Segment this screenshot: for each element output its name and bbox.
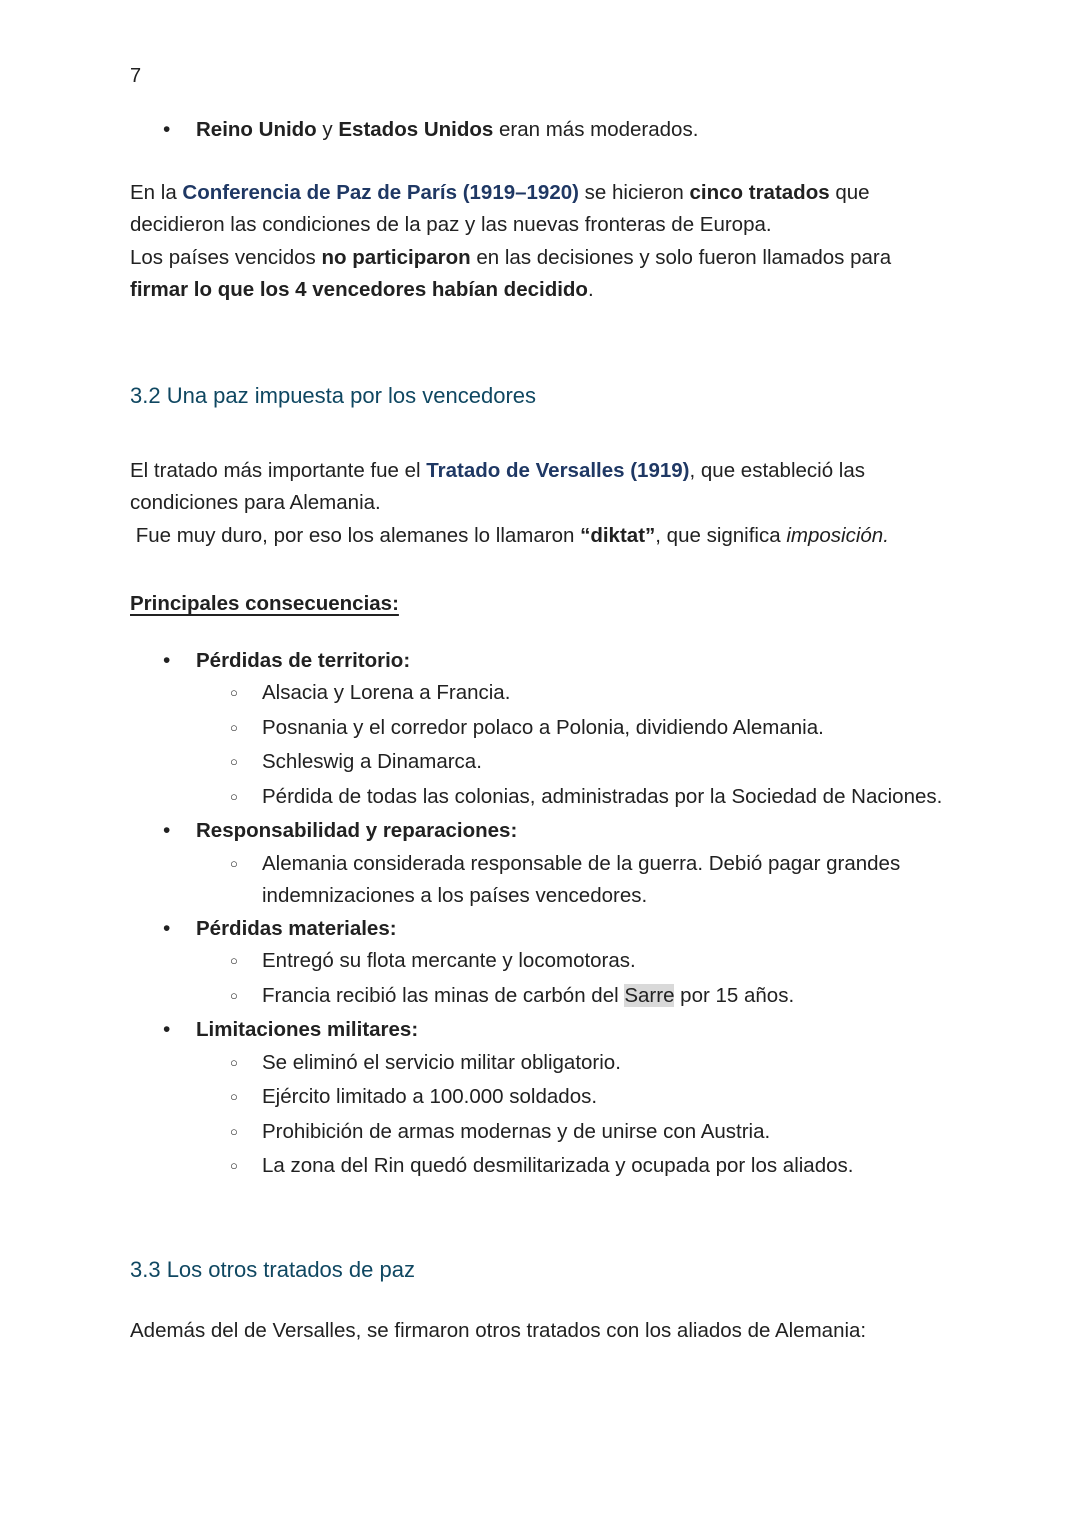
- sub-list-item-text: La zona del Rin quedó desmilitarizada y ocupada por los aliados.: [262, 1154, 854, 1177]
- bullet-icon: [163, 114, 196, 147]
- bullet-icon: [163, 815, 196, 913]
- circle-bullet-icon: [230, 945, 262, 980]
- list-item-title: Limitaciones militares:: [196, 1018, 419, 1041]
- sub-list-item-text: Alsacia y Lorena a Francia.: [262, 681, 511, 704]
- paragraph-versalles: El tratado más importante fue el Tratado de Versalles (1919), que estableció las condiciones para Alemania.: [130, 458, 866, 514]
- list-item-title: Responsabilidad y reparaciones:: [196, 819, 518, 842]
- sub-list-item: [196, 945, 950, 980]
- sub-list-item-text: Pérdida de todas las colonias, administradas por la Sociedad de Naciones.: [262, 784, 943, 808]
- list-item-title: Pérdidas de territorio:: [196, 648, 411, 672]
- sub-list-item: [196, 1081, 950, 1116]
- circle-bullet-icon: [230, 1116, 262, 1151]
- circle-bullet-icon: [230, 677, 262, 712]
- paragraph-diktat: Fue muy duro, por eso los alemanes lo llamaron “diktat”, que significa imposición.: [130, 523, 889, 547]
- list-item-material-losses: [130, 913, 950, 1015]
- sub-list-item: [196, 848, 950, 913]
- circle-bullet-icon: [230, 1047, 262, 1082]
- circle-bullet-icon: [230, 746, 262, 781]
- sub-list-item: [196, 677, 950, 712]
- sub-list-item: [196, 980, 950, 1015]
- consequences-label: [130, 588, 950, 621]
- paragraph-conference: En la Conferencia de Paz de París (1919–1920) se hicieron cinco tratados que decidieron las condiciones de la paz y las nuevas fronteras de Europa.: [130, 180, 870, 236]
- sub-list-item: [196, 1150, 950, 1185]
- sub-list-item-text: Francia recibió las minas de carbón del Sarre por 15 años.: [262, 983, 795, 1007]
- bullet-icon: [163, 913, 196, 1015]
- circle-bullet-icon: [230, 1150, 262, 1185]
- sub-list-item-text: Alemania considerada responsable de la guerra. Debió pagar grandes indemnizaciones a los países vencedores.: [262, 851, 901, 907]
- sub-list-item-text: Schleswig a Dinamarca.: [262, 750, 482, 773]
- section-heading-3-2: 3.2 Una paz impuesta por los vencedores: [130, 382, 537, 408]
- consequences-list: [130, 645, 950, 1185]
- sub-list-item: [196, 1116, 950, 1151]
- sub-list-item: [196, 781, 950, 816]
- sub-list-item: [196, 746, 950, 781]
- list-item-text: Reino Unido y Estados Unidos eran más moderados.: [196, 118, 699, 141]
- list-item-military-limits: [130, 1014, 950, 1185]
- circle-bullet-icon: [230, 848, 262, 913]
- circle-bullet-icon: [230, 712, 262, 747]
- sub-list-item: [196, 712, 950, 747]
- sub-list-item-text: Entregó su flota mercante y locomotoras.: [262, 949, 636, 972]
- sub-list-item-text: Prohibición de armas modernas y de unirse con Austria.: [262, 1119, 771, 1143]
- paragraph-defeated: Los países vencidos no participaron en las decisiones y solo fueron llamados para firmar lo que los 4 vencedores habían decidido.: [130, 245, 892, 301]
- circle-bullet-icon: [230, 980, 262, 1015]
- list-item-moderates: [130, 114, 950, 147]
- circle-bullet-icon: [230, 781, 262, 816]
- section-heading-3-3: 3.3 Los otros tratados de paz: [130, 1256, 415, 1282]
- page-number: 7: [130, 65, 142, 87]
- consequences-label-text: Principales consecuencias:: [130, 592, 399, 615]
- list-item-title: Pérdidas materiales:: [196, 916, 397, 940]
- list-item-responsibility: [130, 815, 950, 913]
- list-item-territory: [130, 645, 950, 816]
- bullet-icon: [163, 1014, 196, 1185]
- sub-list-item-text: Posnania y el corredor polaco a Polonia, dividiendo Alemania.: [262, 715, 824, 739]
- sub-list-item: [196, 1047, 950, 1082]
- paragraph-other-treaties: Además del de Versalles, se firmaron otros tratados con los aliados de Alemania:: [130, 1318, 867, 1342]
- bullet-icon: [163, 645, 196, 816]
- circle-bullet-icon: [230, 1081, 262, 1116]
- sub-list-item-text: Ejército limitado a 100.000 soldados.: [262, 1085, 598, 1108]
- sub-list-item-text: Se eliminó el servicio militar obligatorio.: [262, 1050, 621, 1074]
